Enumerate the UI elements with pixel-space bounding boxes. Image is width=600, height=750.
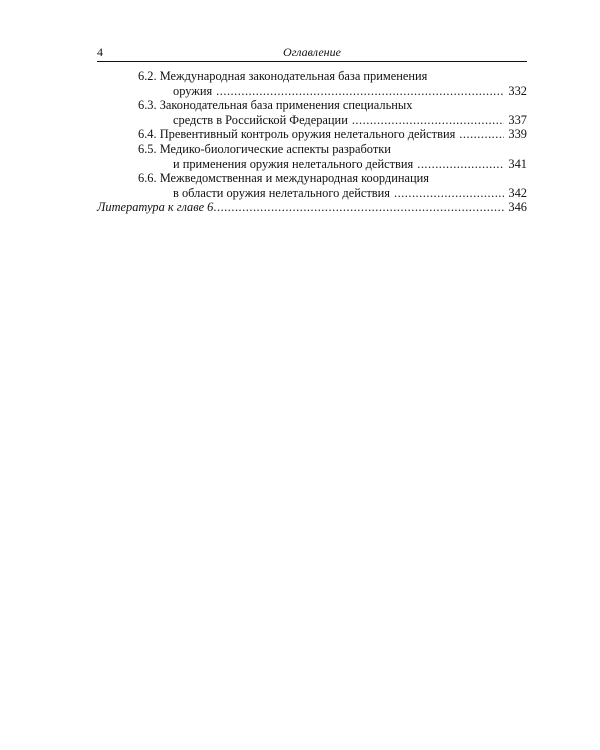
toc-page-number: 339 — [508, 127, 527, 142]
toc-entry-leader-row — [138, 186, 527, 201]
toc-entry-title-end: и применения оружия нелетального действия — [173, 156, 414, 171]
toc-entry-title: Медико-биологические аспекты разработки — [159, 141, 391, 156]
header-rule — [97, 61, 527, 62]
toc-entry-6-2[interactable] — [97, 69, 527, 98]
toc-entry-leader-row — [138, 127, 527, 142]
toc-entry-number: 6.6. — [138, 171, 157, 186]
toc-entry-title: Межведомственная и международная координация — [159, 171, 429, 186]
toc-page-number: 332 — [508, 83, 527, 98]
toc-entry-number: 6.4. — [138, 127, 157, 142]
toc-page-number: 342 — [508, 185, 527, 200]
toc-entry-line — [138, 142, 527, 157]
table-of-contents — [97, 69, 527, 215]
dot-leader — [459, 127, 504, 142]
toc-entry-literature[interactable] — [97, 200, 527, 215]
toc-entry-6-5[interactable] — [97, 142, 527, 171]
toc-entry-number: 6.2. — [138, 69, 157, 83]
toc-entry-number: 6.5. — [138, 141, 157, 156]
toc-entry-6-4[interactable] — [97, 127, 527, 142]
toc-page-number: 337 — [508, 112, 527, 127]
page-number: 4 — [97, 45, 103, 59]
toc-entry-leader-row — [138, 84, 527, 99]
toc-entry-leader-row — [138, 157, 527, 172]
toc-entry-title-end: в области оружия нелетального действия — [173, 185, 390, 200]
toc-page-number: 346 — [508, 200, 527, 215]
toc-entry-title: Законодательная база применения специальных — [159, 98, 413, 113]
toc-entry-line — [138, 171, 527, 186]
dot-leader — [216, 84, 504, 99]
toc-entry-6-6[interactable] — [97, 171, 527, 200]
toc-entry-title: Литература к главе 6 — [97, 200, 214, 215]
toc-entry-line — [138, 98, 527, 113]
toc-entry-title: Международная законодательная база применения — [159, 69, 428, 83]
toc-entry-leader-row — [138, 113, 527, 128]
toc-entry-6-3[interactable] — [97, 98, 527, 127]
page-header — [97, 44, 527, 62]
toc-page-number: 341 — [508, 156, 527, 171]
dot-leader — [394, 186, 504, 201]
toc-entry-title: Превентивный контроль оружия нелетального действия — [159, 127, 456, 142]
dot-leader — [417, 157, 504, 172]
toc-entry-title-end: оружия — [173, 83, 213, 98]
dot-leader — [352, 113, 505, 128]
running-title: Оглавление — [283, 45, 341, 59]
toc-entry-leader-row — [97, 200, 527, 215]
toc-entry-title-end: средств в Российской Федерации — [173, 112, 348, 127]
dot-leader — [213, 200, 504, 215]
toc-entry-line — [138, 69, 527, 84]
toc-entry-number: 6.3. — [138, 98, 157, 113]
